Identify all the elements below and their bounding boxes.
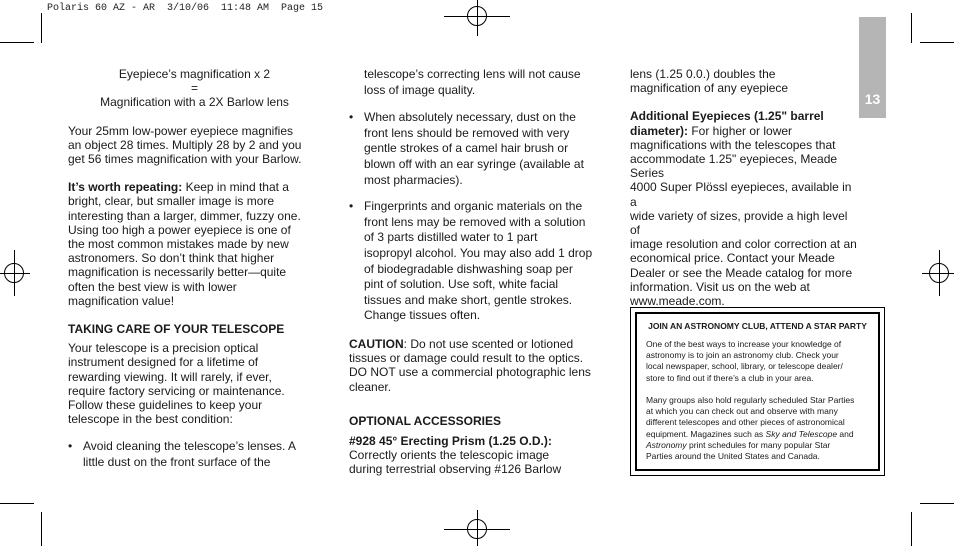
barlow-continuation: [630, 67, 858, 95]
text-line: magnification is necessarily better—quite: [68, 265, 287, 280]
text-line: Dealer or see the Meade catalog for more: [630, 265, 853, 280]
crop-mark-bottom-left-v: [41, 512, 42, 546]
text-line: often the best view is with lower: [68, 279, 237, 294]
prism-heading: #928 45° Erecting Prism (1.25 O.D.):: [349, 433, 552, 448]
text-line: astronomers. So don’t think that higher: [68, 251, 275, 266]
bullet-dot: •: [349, 199, 354, 214]
additional-eyepieces-heading: diameter):: [630, 123, 689, 138]
worth-repeating-paragraph: [68, 180, 333, 308]
magnification-example: [68, 124, 333, 167]
text-line: accommodate 1.25" eyepieces, Meade Series: [630, 152, 838, 181]
text-line: [68, 180, 333, 194]
erecting-prism-paragraph: [349, 434, 614, 477]
worth-repeating-label: It’s worth repeating:: [68, 180, 183, 195]
page-number: 13: [864, 91, 881, 107]
text-line: Change tissues often.: [364, 308, 481, 323]
formula: [68, 67, 333, 110]
text-line: loss of image quality.: [364, 82, 476, 97]
astronomy-club-paragraph-1: [646, 339, 872, 384]
text-line: When absolutely necessary, dust on the: [364, 110, 576, 125]
crop-mark-top-right-h: [920, 42, 954, 43]
text-line: Your 25mm low-power eyepiece magnifies: [68, 123, 293, 138]
crop-mark-top-left-v: [41, 13, 42, 43]
text-line: wide variety of sizes, provide a high level of: [630, 208, 848, 238]
text-span: For higher or lower: [688, 123, 793, 138]
crop-mark-bottom-left-h: [0, 503, 34, 504]
bullet-dot: •: [349, 110, 354, 125]
text-line: pint of solution. Use soft, white facial: [364, 277, 559, 292]
formula-line: =: [190, 81, 198, 96]
text-line: image resolution and color correction at an: [630, 237, 857, 252]
text-line: astronomy is to join an astronomy club. Check your: [646, 350, 839, 361]
text-line: blown off with an ear syringe (available at: [364, 156, 584, 171]
formula-line: Magnification with a 2X Barlow lens: [100, 95, 289, 110]
text-line: rewarding viewing. It will rarely, if ever,: [68, 369, 272, 384]
astronomy-club-box-border: [635, 312, 880, 471]
magazine-title: Astronomy: [646, 439, 687, 450]
text-line: telescope’s correcting lens will not cause: [364, 67, 581, 81]
slug-line: Polaris 60 AZ - AR 3/10/06 11:48 AM Page 15: [47, 3, 324, 14]
crop-mark-bottom-right-v: [911, 512, 912, 546]
column-3: [630, 67, 858, 308]
text-line: Avoid cleaning the telescope’s lenses. A: [83, 439, 297, 454]
bullet-dot: •: [68, 439, 73, 454]
astronomy-club-paragraph-2: [646, 395, 872, 462]
text-line: economical price. Contact your Meade: [630, 251, 835, 266]
bullet-continuation: [349, 67, 614, 98]
text-line: different telescopes and other pieces of astronomical: [646, 417, 845, 428]
astronomy-club-title: JOIN AN ASTRONOMY CLUB, ATTEND A STAR PARTY: [648, 321, 867, 331]
text-line: cleaner.: [349, 379, 392, 394]
text-line: Using too high a power eyepiece is one of: [68, 222, 291, 237]
text-line: of 3 parts distilled water to 1 part: [364, 230, 538, 245]
text-line: lens (1.25 0.0.) doubles the: [630, 67, 776, 81]
text-line: magnifications with the telescopes that: [630, 137, 836, 152]
page-number-tab: [859, 17, 886, 118]
text-span: Keep in mind that a: [182, 180, 289, 195]
column-2: [349, 67, 614, 477]
text-line: information. Visit us on the web at: [630, 279, 810, 294]
bullet-item: [349, 110, 614, 188]
text-line: DO NOT use a commercial photographic lens: [349, 365, 591, 380]
text-line: front lens should be removed with very: [364, 125, 570, 140]
text-line: Correctly orients the telescopic image: [349, 448, 550, 463]
text-line: local newspaper, school, library, or telescope dealer/: [646, 361, 843, 372]
text-span: : Do not use scented or lotioned: [403, 336, 574, 351]
text-line: get 56 times magnification with your Barlow.: [68, 152, 302, 167]
caution-paragraph: [349, 337, 614, 394]
text-line: most pharmacies).: [364, 172, 463, 187]
text-line: [630, 124, 858, 138]
text-line: magnification value!: [68, 293, 175, 308]
text-line: store to find out if there’s a club in your area.: [646, 372, 814, 383]
care-paragraph: [68, 341, 333, 426]
text-line: front lens may be removed with a solution: [364, 214, 586, 229]
crop-mark-top-left-h: [0, 42, 34, 43]
text-line: tissues and make short, gentle strokes.: [364, 292, 573, 307]
formula-line: Eyepiece’s magnification x 2: [118, 67, 271, 81]
additional-eyepieces-heading: Additional Eyepieces (1.25" barrel: [630, 109, 824, 124]
additional-eyepieces-paragraph: [630, 109, 858, 308]
text-line: interesting than a larger, dimmer, fuzzy one.: [68, 208, 301, 223]
text-line: during terrestrial observing #126 Barlow: [349, 462, 562, 477]
caution-label: CAUTION: [349, 336, 404, 351]
crop-mark-top-right-v: [911, 13, 912, 43]
text-line: isopropyl alcohol. You may also add 1 drop: [364, 245, 593, 260]
text-line: Follow these guidelines to keep your: [68, 398, 263, 413]
magazine-title: Sky and Telescope: [765, 428, 838, 439]
text-line: at which you can check out and observe with many: [646, 406, 838, 417]
section-heading-care: TAKING CARE OF YOUR TELESCOPE: [68, 322, 285, 337]
text-line: Parties around the United States and Canada.: [646, 451, 820, 462]
text-span: and: [837, 428, 854, 439]
text-line: Fingerprints and organic materials on the: [364, 199, 583, 214]
crop-mark-bottom-right-h: [920, 503, 954, 504]
text-line: an object 28 times. Multiply 28 by 2 and you: [68, 137, 302, 152]
text-line: Your telescope is a precision optical: [68, 341, 259, 356]
section-heading-optional-accessories: OPTIONAL ACCESSORIES: [349, 413, 502, 428]
text-line: magnification of any eyepiece: [630, 81, 789, 96]
column-1: [68, 67, 333, 471]
text-line: bright, clear, but smaller image is more: [68, 194, 275, 209]
text-line: telescope in the best condition:: [68, 412, 233, 427]
text-line: tissues or damage could result to the optics.: [349, 351, 584, 366]
text-line: [646, 440, 872, 451]
text-line: require factory servicing or maintenance.: [68, 383, 285, 398]
text-line: www.meade.com.: [630, 294, 725, 309]
astronomy-club-box: [630, 307, 885, 476]
text-line: [349, 337, 614, 351]
text-span: print schedules for many popular Star: [686, 439, 831, 450]
bullet-item: [349, 199, 614, 324]
text-line: [646, 429, 872, 440]
text-line: instrument designed for a lifetime of: [68, 355, 259, 370]
text-span: equipment. Magazines such as: [646, 428, 766, 439]
text-line: the most common mistakes made by new: [68, 237, 289, 252]
text-line: of biodegradable dishwashing soap per: [364, 261, 573, 276]
text-line: gentle strokes of a camel hair brush or: [364, 141, 569, 156]
bullet-item: [68, 439, 333, 470]
text-line: One of the best ways to increase your knowledge of: [646, 339, 842, 349]
text-line: 4000 Super Plössl eyepieces, available in a: [630, 180, 852, 209]
text-line: little dust on the front surface of the: [83, 455, 271, 470]
text-line: Many groups also hold regularly scheduled Star Parties: [646, 395, 855, 405]
